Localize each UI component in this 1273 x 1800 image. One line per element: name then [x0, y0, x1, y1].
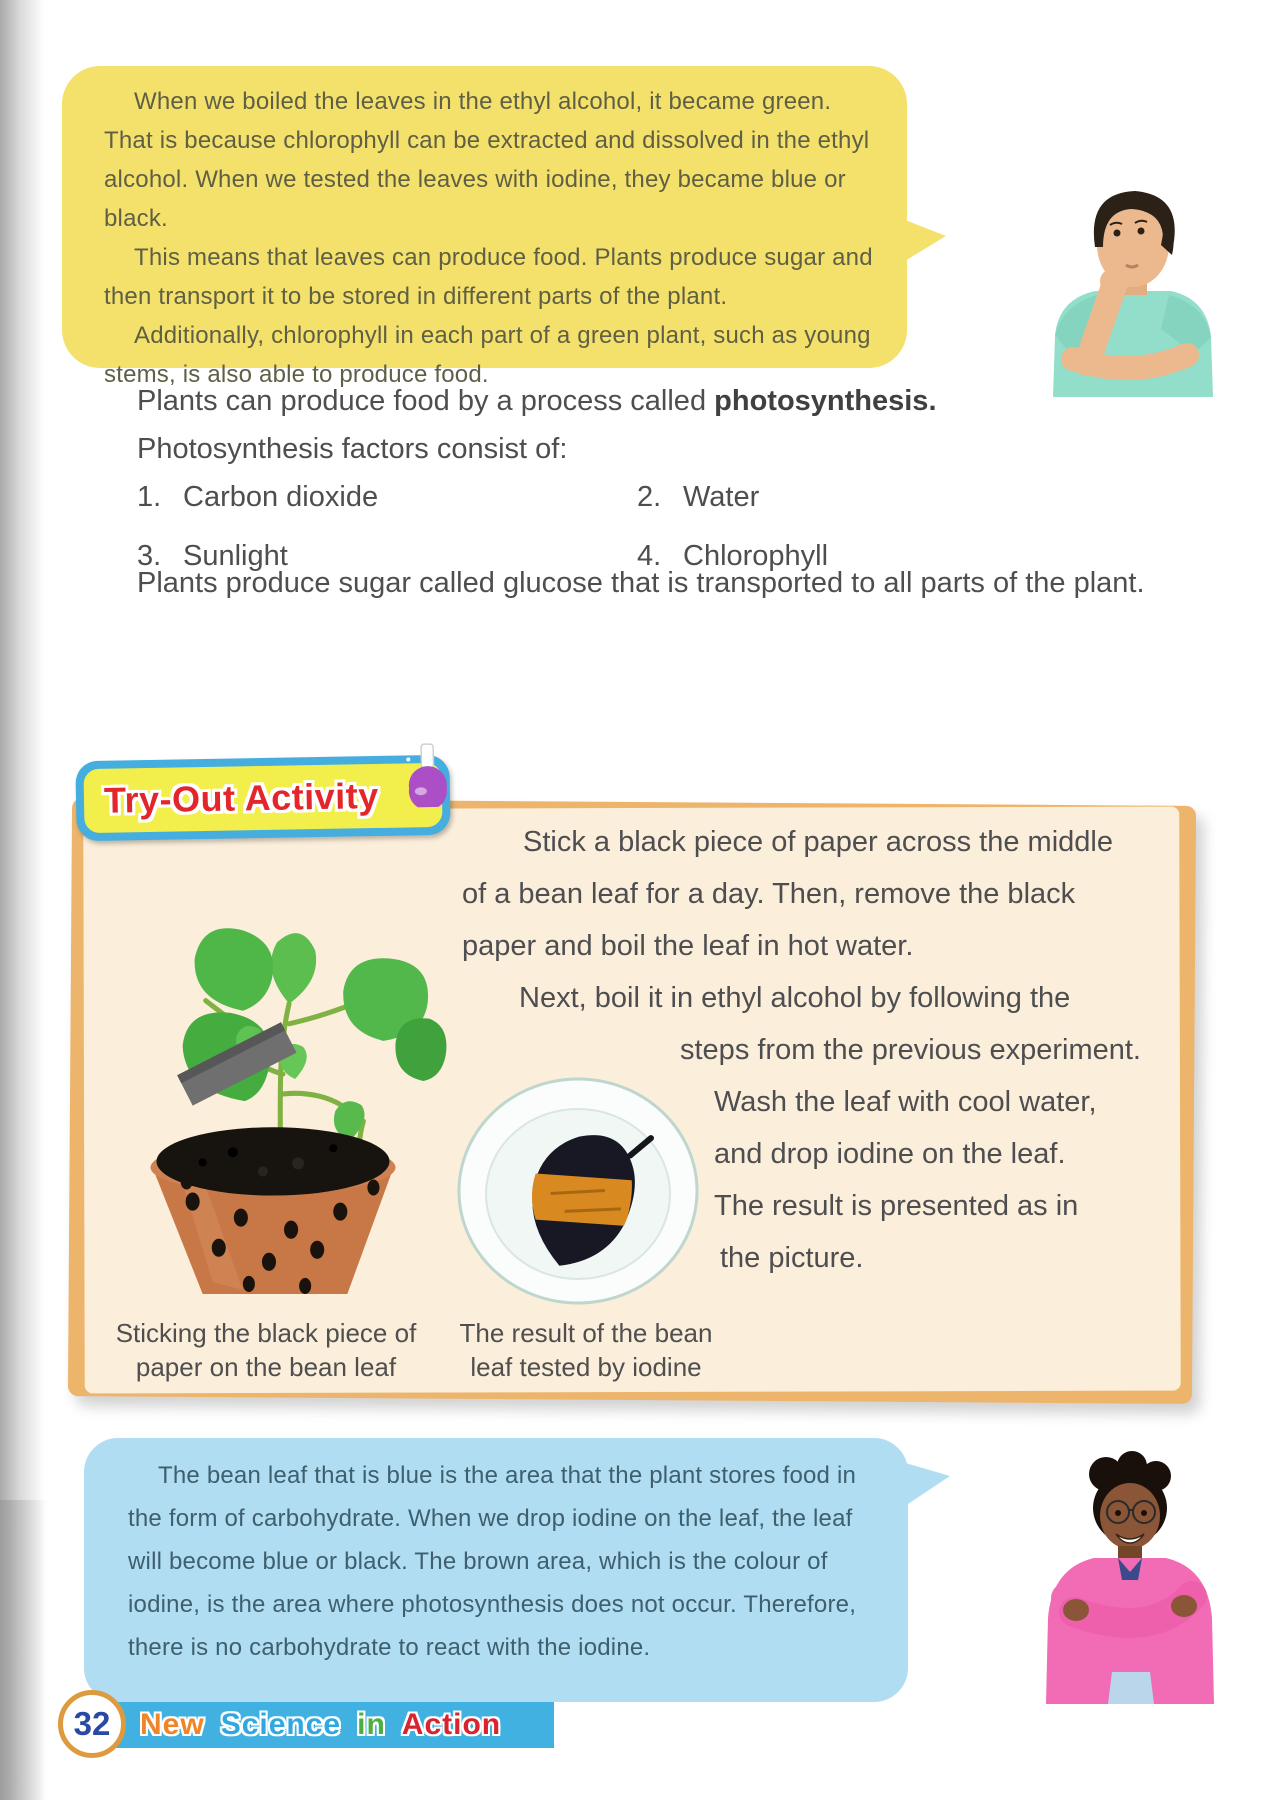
factor-number: 3.: [137, 540, 162, 572]
badge-inner: [83, 763, 442, 833]
caption-plant-line2: paper on the bean leaf: [135, 1352, 397, 1382]
brand-word-new: New: [140, 1708, 205, 1741]
body-paragraph-1-text: Plants can produce food by a process called: [137, 385, 715, 417]
thinking-boy-photo: [1015, 185, 1250, 400]
body-paragraph-3: Plants produce sugar called glucose that is transported to all parts of the plant.: [137, 567, 1145, 599]
speech-bubble-bottom-tail: [902, 1462, 950, 1508]
brand-word-action: Action: [401, 1708, 502, 1741]
bubble-bottom-paragraph: The bean leaf that is blue is the area that the plant stores food in the form of carbohydrate. When we drop iodine on the leaf, the leaf will become blue or black. The brown area, which is the colour of iodine, is the area where photosynthesis does not occur. Therefore, there is no carbohydrate to react with the iodine.: [128, 1462, 857, 1661]
page-number-badge: [58, 1690, 126, 1758]
bubble-top-paragraph: This means that leaves can produce food. Plants produce sugar and then transport it to be stored in different parts of the plant.: [104, 244, 873, 310]
speech-bubble-bottom: [84, 1438, 908, 1702]
factor-item: [137, 474, 637, 520]
activity-line: steps from the previous experiment.: [680, 1034, 1141, 1066]
factor-label: Water: [683, 481, 760, 513]
plant-leaves: [183, 928, 447, 1141]
book-spine-shadow-bottom: [0, 1500, 60, 1800]
activity-line: Stick a black piece of paper across the middle: [523, 826, 1113, 858]
activity-line: the picture.: [720, 1242, 864, 1274]
body-paragraph-2: Photosynthesis factors consist of:: [137, 433, 568, 465]
terracotta-pot: [150, 1127, 395, 1294]
factor-label: Carbon dioxide: [183, 481, 379, 513]
activity-line: paper and boil the leaf in hot water.: [462, 930, 914, 962]
activity-line: The result is presented as in: [714, 1190, 1079, 1222]
factor-item: [637, 474, 1137, 520]
factor-label: Chlorophyll: [683, 540, 829, 572]
speech-bubble-top: [62, 66, 907, 388]
leaf-plate-photo: [452, 1072, 704, 1310]
factor-number: 2.: [637, 481, 662, 513]
factor-number: 1.: [137, 481, 162, 513]
girl-photo: [1012, 1446, 1247, 1708]
body-paragraph-1: [85, 378, 1190, 424]
activity-line: of a bean leaf for a day. Then, remove the black: [462, 878, 1076, 910]
caption-leaf: [448, 1316, 724, 1384]
caption-leaf-line1: The result of the bean: [459, 1318, 713, 1348]
photosynthesis-term: photosynthesis.: [714, 385, 937, 417]
footer-brand-bar: [96, 1702, 554, 1748]
activity-line: Next, boil it in ethyl alcohol by following the: [519, 982, 1071, 1014]
try-out-activity-badge: [75, 755, 450, 842]
bubble-top-paragraph: Additionally, chlorophyll in each part of a green plant, such as young stems, is also able to produce food.: [104, 322, 871, 388]
factor-number: 4.: [637, 540, 662, 572]
page-number: 32: [73, 1705, 111, 1742]
caption-plant-line1: Sticking the black piece of: [115, 1318, 417, 1348]
brand-word-in: in: [357, 1708, 386, 1741]
caption-leaf-line2: leaf tested by iodine: [470, 1352, 702, 1382]
badge-label: Try-Out Activity: [103, 774, 380, 821]
activity-line: Wash the leaf with cool water,: [714, 1086, 1097, 1118]
plant-pot-photo: [92, 848, 454, 1300]
caption-plant: [92, 1316, 440, 1384]
speech-bubble-top-tail: [900, 218, 946, 264]
activity-line: and drop iodine on the leaf.: [714, 1138, 1066, 1170]
factor-label: Sunlight: [183, 540, 288, 572]
factors-row-1: [137, 474, 1137, 520]
flask-icon: [401, 741, 454, 808]
brand-word-science: Science: [220, 1708, 342, 1741]
bubble-top-paragraph: When we boiled the leaves in the ethyl alcohol, it became green. That is because chlorophyll can be extracted and dissolved in the ethyl alcohol. When we tested the leaves with iodine, they became blue or black.: [104, 88, 870, 232]
